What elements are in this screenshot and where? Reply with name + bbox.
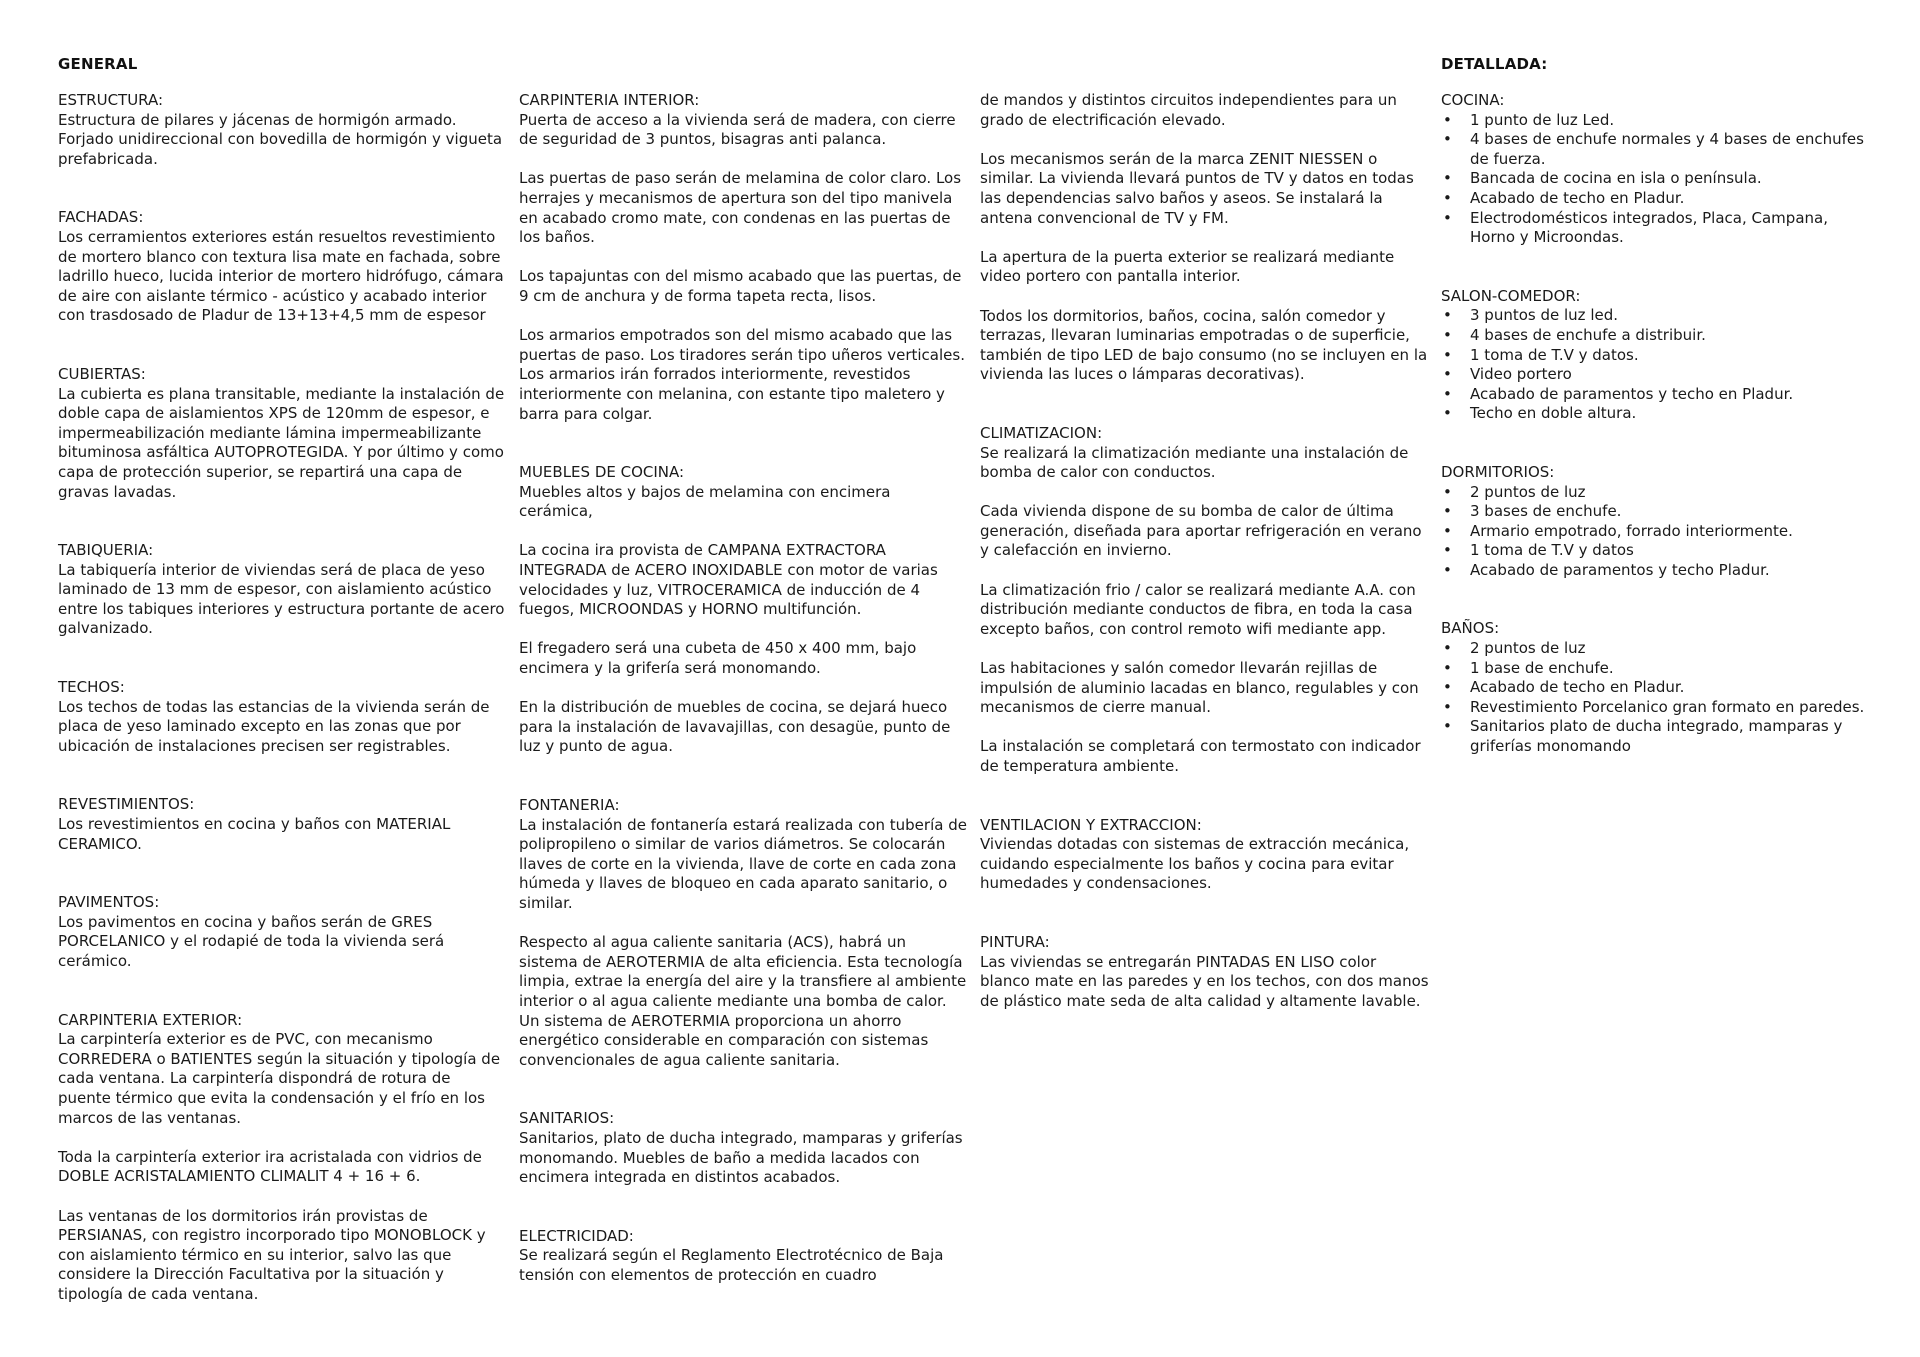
list-item: • 1 toma de T.V y datos. <box>1441 346 1871 366</box>
list-item: • Techo en doble altura. <box>1441 404 1871 424</box>
section-title: FONTANERIA: <box>519 796 620 814</box>
list-item: • 1 base de enchufe. <box>1441 659 1871 679</box>
paragraph: En la distribución de muebles de cocina, se dejará hueco para la instalación de lavavajillas, con desagüe, punto de luz y punto de agua. <box>519 698 951 756</box>
paragraph: El fregadero será una cubeta de 450 x 400 mm, bajo encimera y la grifería será monomando. <box>519 639 917 678</box>
list-item: • Electrodomésticos integrados, Placa, Campana, Horno y Microondas. <box>1441 209 1871 248</box>
paragraph: Las viviendas se entregarán PINTADAS EN LISO color blanco mate en las paredes y en los techos, con dos manos de plástico mate seda de alta calidad y altamente lavable. <box>980 952 1429 1010</box>
section-carpinteria-exterior <box>58 1011 508 1305</box>
paragraph: Se realizará la climatización mediante una instalación de bomba de calor con conductos. <box>980 443 1409 482</box>
paragraph: La apertura de la puerta exterior se realizará mediante video portero con pantalla interior. <box>980 247 1395 286</box>
section-banos <box>1441 619 1871 756</box>
section-title: ELECTRICIDAD: <box>519 1226 634 1245</box>
section-title: MUEBLES DE COCINA: <box>519 463 685 482</box>
list-item: • Acabado de paramentos y techo en Pladur. <box>1441 385 1871 405</box>
section-ventilacion-y-extraccion <box>980 816 1430 894</box>
bullet-list <box>1441 306 1871 424</box>
list-item: • Armario empotrado, forrado interiormente. <box>1441 522 1871 542</box>
section-pavimentos <box>58 893 508 971</box>
section-estructura <box>58 91 508 169</box>
section-title: TABIQUERIA: <box>58 541 154 560</box>
paragraph: Estructura de pilares y jácenas de hormigón armado. Forjado unidireccional con bovedilla de hormigón y vigueta prefabricada. <box>58 110 503 168</box>
paragraph: Muebles altos y bajos de melamina con encimera cerámica, <box>519 482 891 521</box>
section-title: BAÑOS: <box>1441 619 1500 638</box>
paragraph: La cocina ira provista de CAMPANA EXTRACTORA INTEGRADA de ACERO INOXIDABLE con motor de varias velocidades y luz, VITROCERAMICA de inducción de 4 fuegos, MICROONDAS y HORNO multifunción. <box>519 541 938 619</box>
list-item: • Acabado de techo en Pladur. <box>1441 678 1871 698</box>
paragraph: La instalación de fontanería estará realizada con tubería de polipropileno o similar de varios diámetros. Se colocarán llaves de corte en la vivienda, llave de corte en cada zona húmeda y llaves de bloqueo en cada aparato sanitario, o similar. <box>519 815 967 912</box>
section-title: VENTILACION Y EXTRACCION: <box>980 815 1202 834</box>
column-general-2 <box>519 91 969 1324</box>
section-electricidad <box>519 1227 969 1286</box>
list-item: • Bancada de cocina en isla o península. <box>1441 169 1871 189</box>
section-climatizacion <box>980 424 1430 777</box>
list-item: • 4 bases de enchufe normales y 4 bases de enchufes de fuerza. <box>1441 130 1871 169</box>
paragraph: Los armarios empotrados son del mismo acabado que las puertas de paso. Los tiradores serán tipo uñeros verticales. Los armarios irán forrados interiormente, revestidos interiormente con melanina, con estante tipo maletero y barra para colgar. <box>519 326 965 423</box>
column-detallada <box>1441 91 1871 796</box>
section-title: CARPINTERIA EXTERIOR: <box>58 1010 243 1029</box>
section-title: FACHADAS: <box>58 208 144 227</box>
section-title: SANITARIOS: <box>519 1109 615 1128</box>
section-title: CLIMATIZACION: <box>980 423 1103 442</box>
section-fontaneria <box>519 796 969 1070</box>
paragraph: La instalación se completará con termostato con indicador de temperatura ambiente. <box>980 737 1421 775</box>
list-item: • Acabado de paramentos y techo Pladur. <box>1441 561 1871 581</box>
section-sanitarios <box>519 1109 969 1187</box>
paragraph: La climatización frio / calor se realizará mediante A.A. con distribución mediante conductos de fibra, en toda la casa excepto baños, con control remoto wifi mediante app. <box>980 580 1416 638</box>
section-title: CUBIERTAS: <box>58 364 146 383</box>
paragraph: La cubierta es plana transitable, mediante la instalación de doble capa de aislamientos XPS de 120mm de espesor, e impermeabilización mediante lámina impermeabilizante bituminosa asfáltica AUTOPROTEGIDA. Y por último y como capa de protección superior, se repartirá una capa de gravas lavadas. <box>58 384 505 501</box>
section-muebles-de-cocina <box>519 463 969 757</box>
section-cocina <box>1441 91 1871 248</box>
paragraph: Las puertas de paso serán de melamina de color claro. Los herrajes y mecanismos de apertura son del tipo manivela en acabado cromo mate, con condenas en las puertas de los baños. <box>519 169 962 247</box>
section-cubiertas <box>58 365 508 502</box>
section-title: REVESTIMIENTOS: <box>58 795 195 814</box>
paragraph: La carpintería exterior es de PVC, con mecanismo CORREDERA o BATIENTES según la situación y tipología de cada ventana. La carpintería dispondrá de rotura de puente térmico que evita la condensación y el frío en los marcos de las ventanas. <box>58 1030 501 1127</box>
paragraph: Los revestimientos en cocina y baños con MATERIAL CERAMICO. <box>58 815 451 853</box>
section-title: DORMITORIOS: <box>1441 462 1555 481</box>
bullet-list <box>1441 111 1871 248</box>
section-tabiqueria <box>58 541 508 639</box>
paragraph: Se realizará según el Reglamento Electrotécnico de Baja tensión con elementos de protección en cuadro <box>519 1246 944 1284</box>
section-title: TECHOS: <box>58 678 125 697</box>
section-salon-comedor <box>1441 287 1871 424</box>
paragraph: Toda la carpintería exterior ira acristalada con vidrios de DOBLE ACRISTALAMIENTO CLIMALIT 4 + 16 + 6. <box>58 1147 482 1186</box>
paragraph: Los cerramientos exteriores están resueltos revestimiento de mortero blanco con textura lisa mate en fachada, sobre ladrillo hueco, lucida interior de mortero hidrófugo, cámara de aire con aislante térmico - acústico y acabado interior con trasdosado de Pladur de 13+13+4,5 mm de espesor <box>58 227 504 325</box>
paragraph: Cada vivienda dispone de su bomba de calor de última generación, diseñada para aportar refrigeración en verano y calefacción en invierno. <box>980 502 1422 560</box>
paragraph: Las habitaciones y salón comedor llevarán rejillas de impulsión de aluminio lacadas en blanco, regulables y con mecanismos de cierre manual. <box>980 659 1419 717</box>
section-title: CARPINTERIA INTERIOR: <box>519 91 700 109</box>
paragraph: Los tapajuntas con del mismo acabado que las puertas, de 9 cm de anchura y de forma tapeta recta, lisos. <box>519 267 962 305</box>
section-continuation <box>980 91 1430 385</box>
section-title: PINTURA: <box>980 932 1050 951</box>
list-item: • 2 puntos de luz <box>1441 639 1871 659</box>
section-title: PAVIMENTOS: <box>58 893 160 912</box>
paragraph: Los mecanismos serán de la marca ZENIT NIESSEN o similar. La vivienda llevará puntos de TV y datos en todas las dependencias salvo baños y aseos. Se instalará la antena convencional de TV y FM. <box>980 149 1414 227</box>
list-item: • 1 punto de luz Led. <box>1441 111 1871 131</box>
list-item: • Sanitarios plato de ducha integrado, mamparas y griferías monomando <box>1441 717 1871 756</box>
paragraph: Sanitarios, plato de ducha integrado, mamparas y griferías monomando. Muebles de baño a medida lacados con encimera integrada en distintos acabados. <box>519 1128 963 1187</box>
paragraph: Todos los dormitorios, baños, cocina, salón comedor y terrazas, llevaran luminarias empotradas o de superficie, también de tipo LED de bajo consumo (no se incluyen en la vivienda las luces o lámparas decorativas). <box>980 306 1428 384</box>
section-fachadas <box>58 208 508 326</box>
section-techos <box>58 678 508 756</box>
list-item: • 3 puntos de luz led. <box>1441 306 1871 326</box>
paragraph: Viviendas dotadas con sistemas de extracción mecánica, cuidando especialmente los baños y cocina para evitar humedades y condensaciones. <box>980 835 1410 893</box>
section-revestimientos <box>58 795 508 854</box>
paragraph: Los pavimentos en cocina y baños serán de GRES PORCELANICO y el rodapié de toda la vivienda será cerámico. <box>58 912 445 970</box>
section-carpinteria-interior <box>519 91 969 424</box>
list-item: • Acabado de techo en Pladur. <box>1441 189 1871 209</box>
paragraph: Puerta de acceso a la vivienda será de madera, con cierre de seguridad de 3 puntos, bisagras anti palanca. <box>519 110 956 149</box>
section-title: COCINA: <box>1441 91 1505 109</box>
column-general-1 <box>58 91 508 1344</box>
general-heading: GENERAL <box>58 55 138 73</box>
list-item: • 3 bases de enchufe. <box>1441 502 1871 522</box>
column-general-3 <box>980 91 1430 1050</box>
paragraph: La tabiquería interior de viviendas será de placa de yeso laminado de 13 mm de espesor, con aislamiento acústico entre los tabiques interiores y estructura portante de acero galvanizado. <box>58 560 505 638</box>
section-dormitorios <box>1441 463 1871 581</box>
paragraph: de mandos y distintos circuitos independientes para un grado de electrificación elevado. <box>980 91 1397 129</box>
section-pintura <box>980 933 1430 1011</box>
list-item: • Video portero <box>1441 365 1871 385</box>
bullet-list <box>1441 639 1871 757</box>
list-item: • 1 toma de T.V y datos <box>1441 541 1871 561</box>
list-item: • 4 bases de enchufe a distribuir. <box>1441 326 1871 346</box>
section-title: SALON-COMEDOR: <box>1441 286 1581 305</box>
section-title: ESTRUCTURA: <box>58 91 164 109</box>
paragraph: Los techos de todas las estancias de la vivienda serán de placa de yeso laminado excepto en las zonas que por ubicación de instalaciones precisen ser registrables. <box>58 697 490 755</box>
bullet-list <box>1441 483 1871 581</box>
list-item: • Revestimiento Porcelanico gran formato en paredes. <box>1441 698 1871 718</box>
paragraph: Respecto al agua caliente sanitaria (ACS), habrá un sistema de AEROTERMIA de alta eficiencia. Esta tecnología limpia, extrae la energía del aire y la transfiere al ambiente interior o al agua caliente mediante una bomba de calor. Un sistema de AEROTERMIA proporciona un ahorro energético considerable en comparación con sistemas convencionales de agua caliente sanitaria. <box>519 933 967 1069</box>
paragraph: Las ventanas de los dormitorios irán provistas de PERSIANAS, con registro incorporado tipo MONOBLOCK y con aislamiento térmico en su interior, salvo las que considere la Dirección Facultativa por la situación y tipología de cada ventana. <box>58 1206 486 1303</box>
list-item: • 2 puntos de luz <box>1441 483 1871 503</box>
detallada-heading: DETALLADA: <box>1441 55 1548 73</box>
